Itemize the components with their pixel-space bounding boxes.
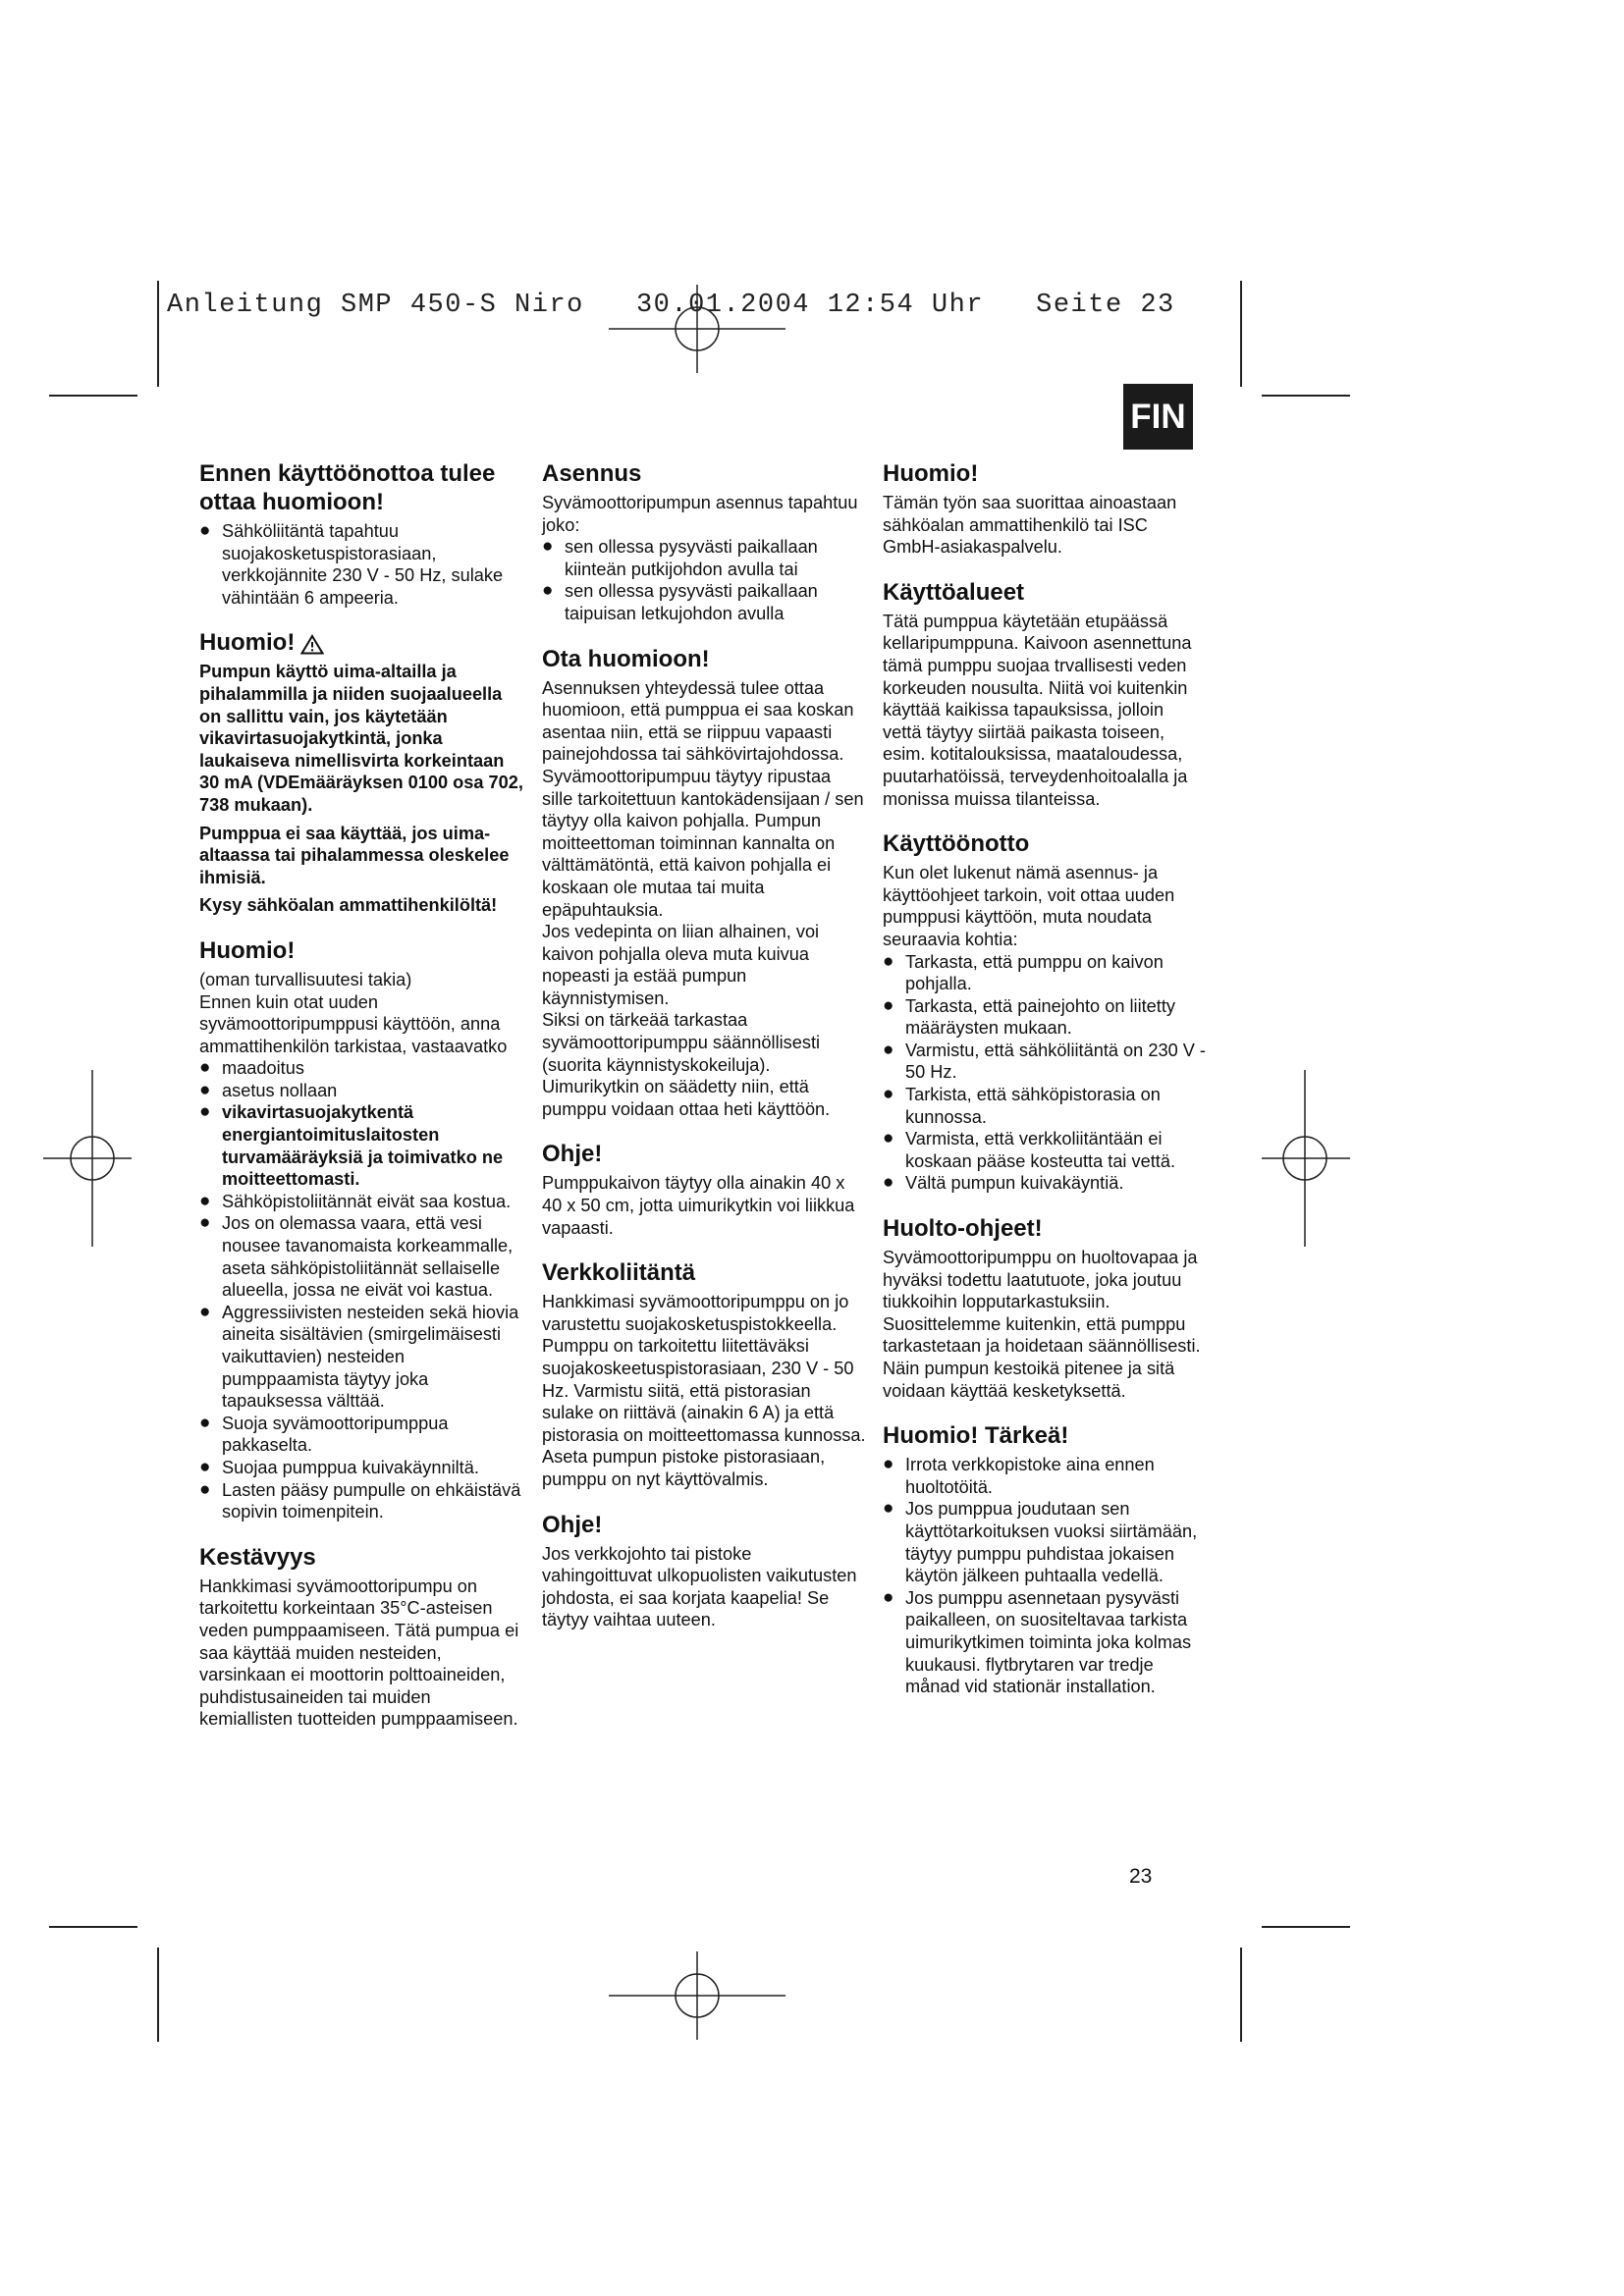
list-item: ● Jos pumppua joudutaan sen käyttötarkoituksen vuoksi siirtämään, täytyy pumppu puhdistaa jokaisen käytön jälkeen puhtaalla vedellä. [883,1498,1207,1586]
section-heading: Verkkoliitäntä [542,1259,696,1287]
paragraph: Ennen kuin otat uuden syvämoottoripumppusi käyttöön, anna ammattihenkilön tarkistaa, vastaavatko [199,991,508,1056]
paragraph: Syvämoottoripumpun asennus tapahtuu joko: [542,493,858,535]
list-item: ● Lasten pääsy pumpulle on ehkäistävä sopivin toimenpitein. [199,1479,523,1523]
bullet-list [199,1057,523,1522]
list-item: ● asetus nollaan [199,1080,523,1102]
paragraph: Uimurikytkin on säädetty niin, että pumppu voidaan ottaa heti käyttöön. [542,1077,831,1119]
section-heading: Huomio! [199,936,296,964]
list-item: ● Sähköliitäntä tapahtuu suojakosketuspistorasiaan, verkkojännite 230 V - 50 Hz, sulake vähintään 6 ampeeria. [199,520,523,609]
paragraph: Hankkimasi syvämoottoripumppu on jo varustettu suojakosketuspistokkeella. Pumppu on tarkoitettu liitettäväksi suojakoskeetuspistorasiaan, 230 V - 50 Hz. Varmistu siitä, että pistorasian sulake on riittävä (ainakin 6 A) ja että pistorasia on moitteettomassa kunnossa. [542,1292,866,1445]
list-item: ● Sähköpistoliitännät eivät saa kostua. [199,1191,523,1213]
printer-slug: Anleitung SMP 450-S Niro 30.01.2004 12:54 Uhr Seite 23 [167,291,1175,320]
paragraph: Kun olet lukenut nämä asennus- ja käyttöohjeet tarkoin, voit ottaa uuden pumppusi käyttöön, muta noudata seuraavia kohtia: [883,863,1175,949]
bullet-list [883,951,1207,1196]
paragraph: Hankkimasi syvämoottoripumpu on tarkoitettu korkeintaan 35°C-asteisen veden pumppaamiseen. Tätä pumpua ei saa käyttää muiden nesteiden, varsinkaan ei moottorin polttoaineiden, puhdistusaineiden tai muiden kemiallisten tuotteiden pumppaamiseen. [199,1575,519,1730]
list-item: ● Jos on olemassa vaara, että vesi nousee tavanomaista korkeammalle, aseta sähköpistoliitännät sellaiselle alueella, jossa ne eivät voi kastua. [199,1212,523,1301]
column-2 [542,459,866,1631]
section-heading-warning [199,628,523,657]
paragraph: Pumppukaivon täytyy olla ainakin 40 x 40 x 50 cm, jotta uimurikytkin voi liikkua vapaasti. [542,1173,855,1238]
list-item: ● Suojaa pumppua kuivakäynniltä. [199,1457,523,1479]
paragraph: Tätä pumppua käytetään etupäässä kellaripumppuna. Kaivoon asennettuna tämä pumppu suojaa trvallisesti veden korkeuden nousulta. Niitä voi kuitenkin käyttää kaikissa tapauksissa, jolloin vettä täytyy siirtää paikasta toiseen, esim. kotitalouksissa, maataloudessa, puutarhatöissä, terveydenhoitoalalla ja monissa muissa tilanteissa. [883,611,1192,809]
paragraph: Jos verkkojohto tai pistoke vahingoittuvat ulkopuolisten vaikutusten johdosta, ei saa korjata kaapelia! Se täytyy vaihtaa uuteen. [542,1543,857,1630]
list-item: ● maadoitus [199,1057,523,1080]
paragraph: Suosittelemme kuitenkin, että pumppu tarkastetaan ja hoidetaan säännöllisesti. Näin pumpun kestoikä pitenee ja sitä voidaan käyttää kesketyksettä. [883,1313,1201,1401]
paragraph: Pumpun käyttö uima-altailla ja pihalammilla ja niiden suojaalueella on sallittu vain, jos käytetään vikavirtasuojakytkintä, jonka laukaiseva nimellisvirta korkeintaan 30 mA (VDEmääräyksen 0100 osa 702, 738 mukaan). [199,662,523,815]
list-item: ● Jos pumppu asennetaan pysyvästi paikalleen, on suositeltavaa tarkista uimurikytkimen toiminta joka kolmas kuukausi. flytbrytaren var tredje månad vid stationär installation. [883,1587,1207,1698]
bullet-list [883,1454,1207,1698]
paragraph: Asennuksen yhteydessä tulee ottaa huomioon, että pumppua ei saa koskan asentaa niin, että se riippuu vapaasti painejohdossa tai sähkövirtajohdossa. Syvämoottoripumpuu täytyy ripustaa sille tarkoitettuun kantokädensijaan / sen täytyy olla kaivon pohjalla. Pumpun moitteettoman toiminnan kannalta on välttämätöntä, että kaivon pohjalla ei koskaan ole mutaa tai muita epäpuhtauksia. [542,677,864,920]
crop-mark-vertical-top-right [1240,281,1242,387]
paragraph: Kysy sähköalan ammattihenkilöltä! [199,895,498,916]
section-heading: Ohje! [542,1511,603,1538]
registration-mark-bottom [609,1951,785,2040]
column-1 [199,459,523,1731]
list-item: ● Aggressiivisten nesteiden sekä hiovia aineita sisältävien (smirgelimäisesti vaikuttavien) nesteiden pumppaamista täytyy joka tapauksessa välttää. [199,1302,523,1413]
crop-mark-horizontal-bottom-right [1262,1926,1350,1928]
paragraph: Aseta pumpun pistoke pistorasiaan, pumppu on nyt käyttövalmis. [542,1447,826,1489]
section-heading: Huomio! Tärkeä! [883,1422,1069,1450]
section-heading: Ennen käyttöönottoa tulee ottaa huomioon! [199,460,496,515]
paragraph: Siksi on tärkeää tarkastaa syvämoottoripumppu säännöllisesti (suorita käynnistyskokeiluja). [542,1010,821,1075]
paragraph: Pumppua ei saa käyttää, jos uima-altaassa tai pihalammessa oleskelee ihmisiä. [199,823,510,887]
paragraph: Tämän työn saa suorittaa ainoastaan sähköalan ammattihenkilö tai ISC GmbH-asiakaspalvelu. [883,493,1177,558]
registration-mark-top [609,285,785,373]
section-heading: Ota huomioon! [542,645,710,672]
warning-triangle-icon [300,634,324,655]
paragraph: Syvämoottoripumppu on huoltovapaa ja hyväksi todettu laatutuote, joka joutuu tiukkoihin lopputarkastuksiin. [883,1248,1198,1312]
crop-mark-horizontal-bottom-left [49,1926,137,1928]
registration-mark-left [43,1070,132,1247]
list-item: ● Tarkasta, että pumppu on kaivon pohjalla. [883,951,1207,995]
crop-mark-horizontal-top-left [49,395,137,397]
paragraph: (oman turvallisuutesi takia) [199,969,412,989]
section-heading: Käyttöalueet [883,578,1025,606]
bullet-list [542,536,866,624]
crop-mark-vertical-bottom-right [1240,1948,1242,2042]
page-number: 23 [1129,1865,1153,1888]
crop-mark-vertical-bottom-left [157,1948,159,2042]
list-item: ● Varmistu, että sähköliitäntä on 230 V - 50 Hz. [883,1040,1207,1084]
section-heading: Ohje! [542,1141,603,1168]
list-item: ● sen ollessa pysyvästi paikallaan taipuisan letkujohdon avulla [542,580,866,624]
list-item: ● Vältä pumpun kuivakäyntiä. [883,1172,1207,1195]
crop-mark-horizontal-top-right [1262,395,1350,397]
crop-mark-vertical-top-left [157,281,159,387]
section-heading: Huolto-ohjeet! [883,1215,1043,1243]
list-item: ● sen ollessa pysyvästi paikallaan kiinteän putkijohdon avulla tai [542,536,866,580]
paragraph: Jos vedepinta on liian alhainen, voi kaivon pohjalla oleva muta kuivua nopeasti ja estää pumpun käynnistymisen. [542,922,820,1008]
list-item: ● vikavirtasuojakytkentä energiantoimituslaitosten turvamääräyksiä ja toimivatko ne moitteettomasti. [199,1101,523,1190]
list-item: ● Varmista, että verkkoliitäntään ei koskaan pääse kosteutta tai vettä. [883,1128,1207,1172]
list-item: ● Irrota verkkopistoke aina ennen huoltotöitä. [883,1454,1207,1498]
list-item: ● Tarkasta, että painejohto on liitetty määräysten mukaan. [883,995,1207,1040]
language-tab: FIN [1123,384,1193,450]
section-heading: Huomio! [883,460,979,487]
section-heading: Asennus [542,460,642,487]
section-heading: Kestävyys [199,1543,316,1571]
column-3 [883,459,1207,1698]
registration-mark-right [1262,1070,1350,1247]
list-item: ● Tarkista, että sähköpistorasia on kunnossa. [883,1084,1207,1128]
heading-text: Huomio! [199,629,296,657]
bullet-list [199,520,523,609]
section-heading: Käyttöönotto [883,830,1030,858]
list-item: ● Suoja syvämoottoripumppua pakkaselta. [199,1413,523,1457]
